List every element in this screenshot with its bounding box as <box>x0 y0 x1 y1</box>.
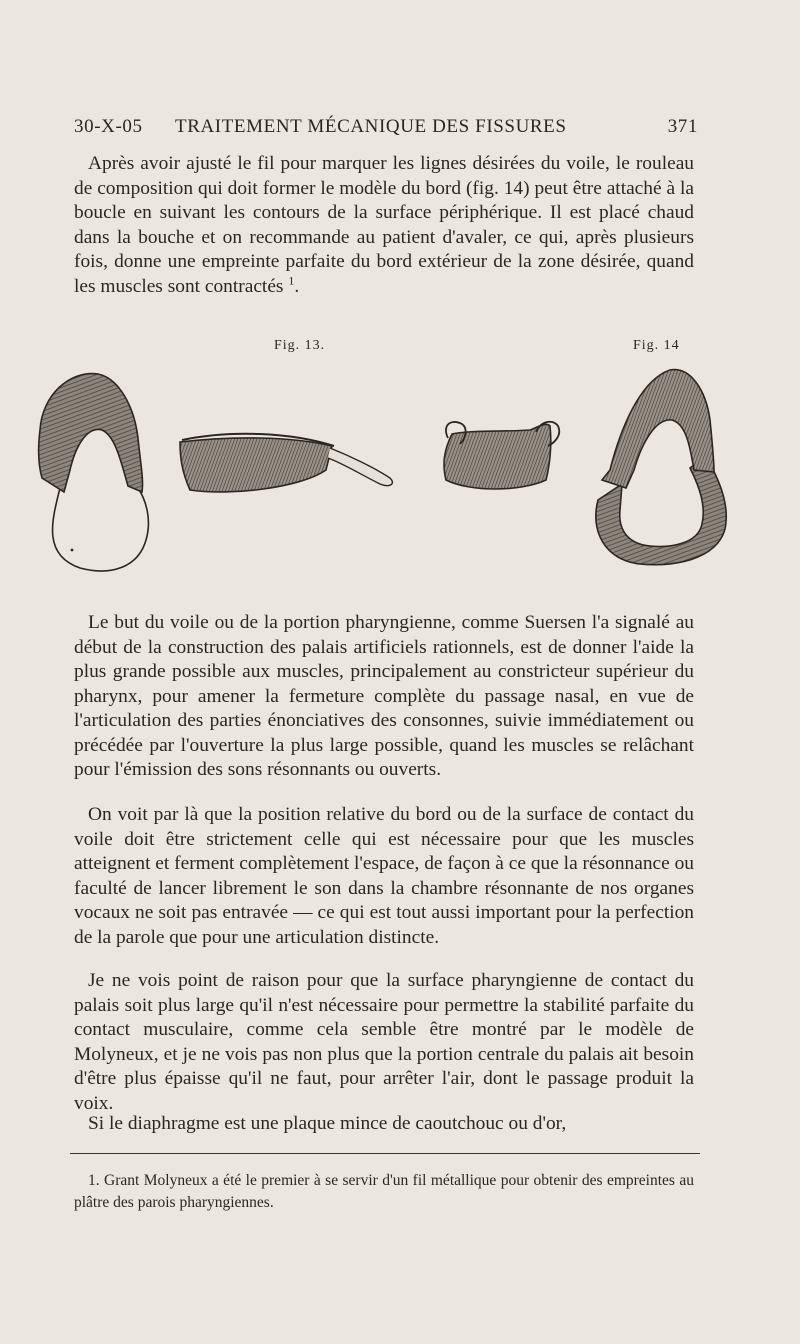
footnote: 1. Grant Molyneux a été le premier à se servir d'un fil métallique pour obtenir des empreintes au plâtre des parois pharyngiennes. <box>74 1172 694 1211</box>
fig-13-palate-outline <box>39 374 149 571</box>
footnote-rule <box>70 1153 700 1154</box>
figures-illustration <box>30 360 740 580</box>
fig-14-palate-front <box>444 422 559 489</box>
fig-14-label: Fig. 14 <box>633 338 680 353</box>
fig-14-palate-ring <box>596 370 726 565</box>
fig-13-label: Fig. 13. <box>274 338 326 353</box>
paragraph-5: Si le diaphragme est une plaque mince de caoutchouc ou d'or, <box>88 1113 567 1134</box>
paragraph-2: Le but du voile ou de la portion pharyngienne, comme Suersen l'a signalé au début de la construction des palais artificiels rationnels, est de donner l'aide la plus grande possible aux muscles, principalement au constricteur supérieur du pharynx, pour amener la fermeture complète du passage nasal, en vue de l'articulation des parties énonciatives des consonnes, suivie immédiatement ou précédée par l'ouverture la plus large possible, quand les muscles se relâchant pour l'émission des sons résonnants ou ouverts. <box>74 612 694 780</box>
fig-13-palate-side <box>180 434 392 492</box>
paragraph-1-text: Après avoir ajusté le fil pour marquer les lignes désirées du voile, le rouleau de composition qui doit former le modèle du bord (fig. 14) peut être attaché à la boucle en suivant les contours de la surface périphérique. Il est placé chaud dans la bouche et on recommande au patient d'avaler, ce qui, après plusieurs fois, donne une empreinte parfaite du bord extérieur de la zone désirée, quand les muscles sont contractés <box>74 153 694 297</box>
page-number: 371 <box>667 116 698 137</box>
footnote-ref: 1 <box>288 273 295 288</box>
header-title: TRAITEMENT MÉCANIQUE DES FISSURES <box>175 116 567 137</box>
paragraph-4: Je ne vois point de raison pour que la surface pharyngienne de contact du palais soit plus large qu'il n'est nécessaire pour permettre la stabilité parfaite du contact musculaire, comme cela semble être montré par le modèle de Molyneux, et je ne vois pas non plus que la portion centrale du palais ait besoin d'être plus épaisse qu'il ne faut, pour arrêter l'air, dont le passage produit la voix. <box>74 970 694 1114</box>
paragraph-3: On voit par là que la position relative du bord ou de la surface de contact du voile doit être strictement celle qui est nécessaire pour que les muscles atteignent et ferment complètement l'espace, de façon à ce que la résonnance ou faculté de lancer librement le son dans la chambre résonnante de nos organes vocaux ne soit pas entravée — ce qui est tout aussi important pour la perfection de la parole que pour une articulation distincte. <box>74 804 694 948</box>
header-date: 30-X-05 <box>74 116 143 137</box>
running-header <box>74 116 704 148</box>
paragraph-1: Après avoir ajusté le fil pour marquer les lignes désirées du voile, le rouleau de composition qui doit former le modèle du bord (fig. 14) peut être attaché à la boucle en suivant les contours de la surface périphérique. Il est placé chaud dans la bouche et on recommande au patient d'avaler, ce qui, après plusieurs fois, donne une empreinte parfaite du bord extérieur de la zone désirée, quand les muscles sont contractés $^1$. <box>74 153 694 297</box>
